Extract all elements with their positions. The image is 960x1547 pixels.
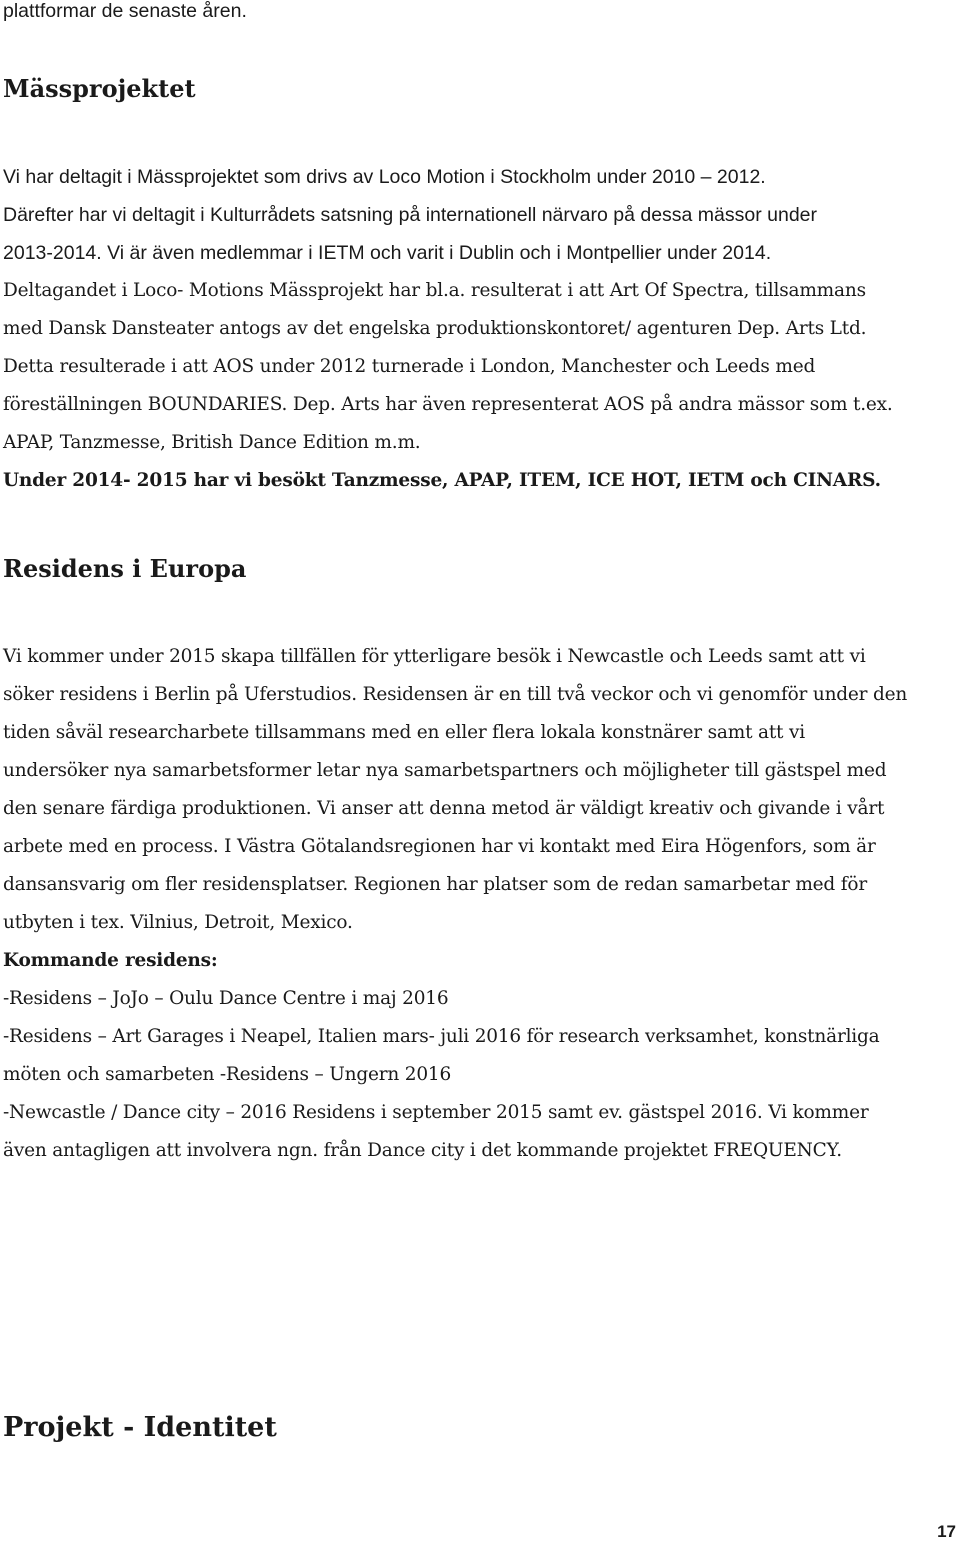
heading-projekt-identitet: Projekt - Identitet	[3, 1412, 277, 1443]
text-line: söker residens i Berlin på Uferstudios. Residensen är en till två veckor och vi genomför under den	[3, 684, 908, 705]
text-line: dansansvarig om fler residensplatser. Regionen har platser som de redan samarbetar med för	[3, 874, 867, 895]
heading-residens: Residens i Europa	[3, 554, 247, 583]
text-line: Detta resulterade i att AOS under 2012 turnerade i London, Manchester och Leeds med	[3, 356, 816, 377]
page-number: 17	[937, 1522, 956, 1541]
text-line: Vi har deltagit i Mässprojektet som drivs av Loco Motion i Stockholm under 2010 – 2012.	[3, 166, 766, 188]
text-line: Vi kommer under 2015 skapa tillfällen för ytterligare besök i Newcastle och Leeds samt att vi	[3, 646, 866, 667]
text-line: med Dansk Dansteater antogs av det engelska produktionskontoret/ agenturen Dep. Arts Ltd.	[3, 318, 867, 339]
text-line-bold: Under 2014- 2015 har vi besökt Tanzmesse, APAP, ITEM, ICE HOT, IETM och CINARS.	[3, 470, 881, 491]
text-line: även antagligen att involvera ngn. från Dance city i det kommande projektet FREQUENCY.	[3, 1140, 842, 1161]
text-line: arbete med en process. I Västra Götalandsregionen har vi kontakt med Eira Högenfors, som är	[3, 836, 876, 857]
subheading-kommande-residens: Kommande residens:	[3, 950, 218, 971]
text-line: den senare färdiga produktionen. Vi anser att denna metod är väldigt kreativ och givande i vårt	[3, 798, 885, 819]
text-line: 2013-2014. Vi är även medlemmar i IETM och varit i Dublin och i Montpellier under 2014.	[3, 242, 772, 264]
text-line: -Residens – Art Garages i Neapel, Italien mars- juli 2016 för research verksamhet, konstnärliga	[3, 1026, 880, 1047]
text-line: möten och samarbeten -Residens – Ungern 2016	[3, 1064, 452, 1085]
text-line: tiden såväl researcharbete tillsammans med en eller flera lokala konstnärer samt att vi	[3, 722, 805, 743]
text-line: undersöker nya samarbetsformer letar nya samarbetspartners och möjligheter till gästspel med	[3, 760, 887, 781]
text-line: utbyten i tex. Vilnius, Detroit, Mexico.	[3, 912, 353, 933]
text-line: -Newcastle / Dance city – 2016 Residens i september 2015 samt ev. gästspel 2016. Vi kommer	[3, 1102, 869, 1123]
heading-massprojektet: Mässprojektet	[3, 74, 196, 103]
text-line: -Residens – JoJo – Oulu Dance Centre i maj 2016	[3, 988, 449, 1009]
text-line: föreställningen BOUNDARIES. Dep. Arts har även representerat AOS på andra mässor som t.ex.	[3, 394, 893, 415]
text-line: Därefter har vi deltagit i Kulturrådets satsning på internationell närvaro på dessa mässor under	[3, 204, 818, 226]
text-line: plattformar de senaste åren.	[3, 0, 247, 22]
text-line: Deltagandet i Loco- Motions Mässprojekt har bl.a. resulterat i att Art Of Spectra, tillsammans	[3, 280, 866, 301]
text-line: APAP, Tanzmesse, British Dance Edition m.m.	[3, 432, 421, 453]
